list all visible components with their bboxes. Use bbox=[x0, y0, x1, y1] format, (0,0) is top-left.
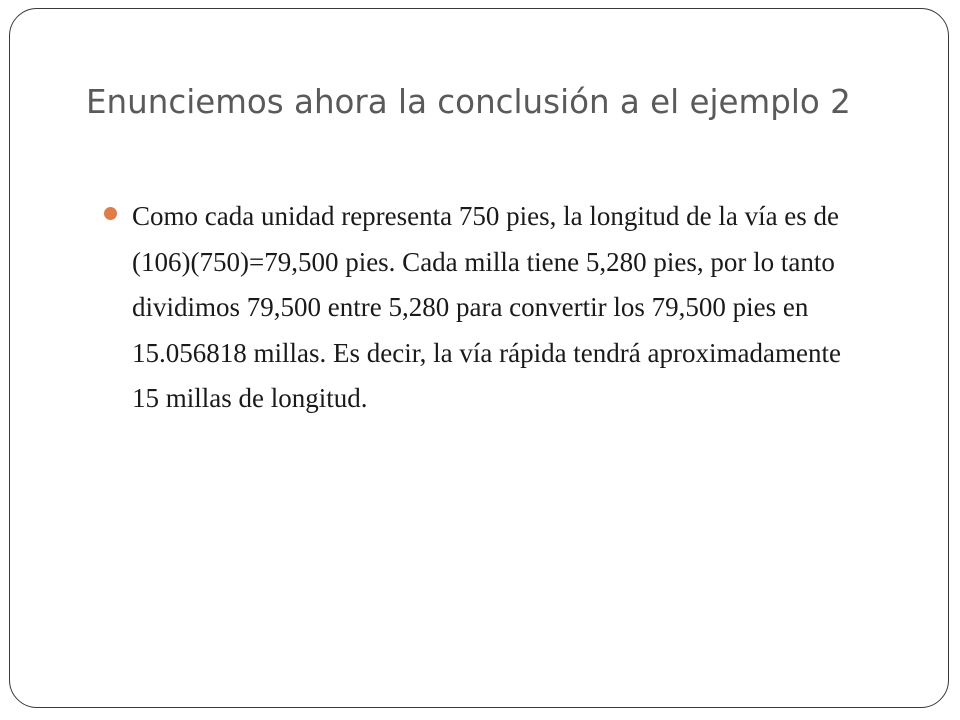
slide-title: Enunciemos ahora la conclusión a el ejemplo 2 bbox=[86, 83, 851, 121]
bullet-list bbox=[104, 194, 874, 422]
bullet-text: Como cada unidad representa 750 pies, la longitud de la vía es de (106)(750)=79,500 pies. Cada milla tiene 5,280 pies, por lo tanto dividimos 79,500 entre 5,280 para convertir los 79,500 pies en 15.056818 millas. Es decir, la vía rápida tendrá aproximadamente 15 millas de longitud. bbox=[132, 201, 841, 413]
bullet-item bbox=[104, 194, 874, 422]
bullet-dot-icon bbox=[104, 207, 117, 220]
